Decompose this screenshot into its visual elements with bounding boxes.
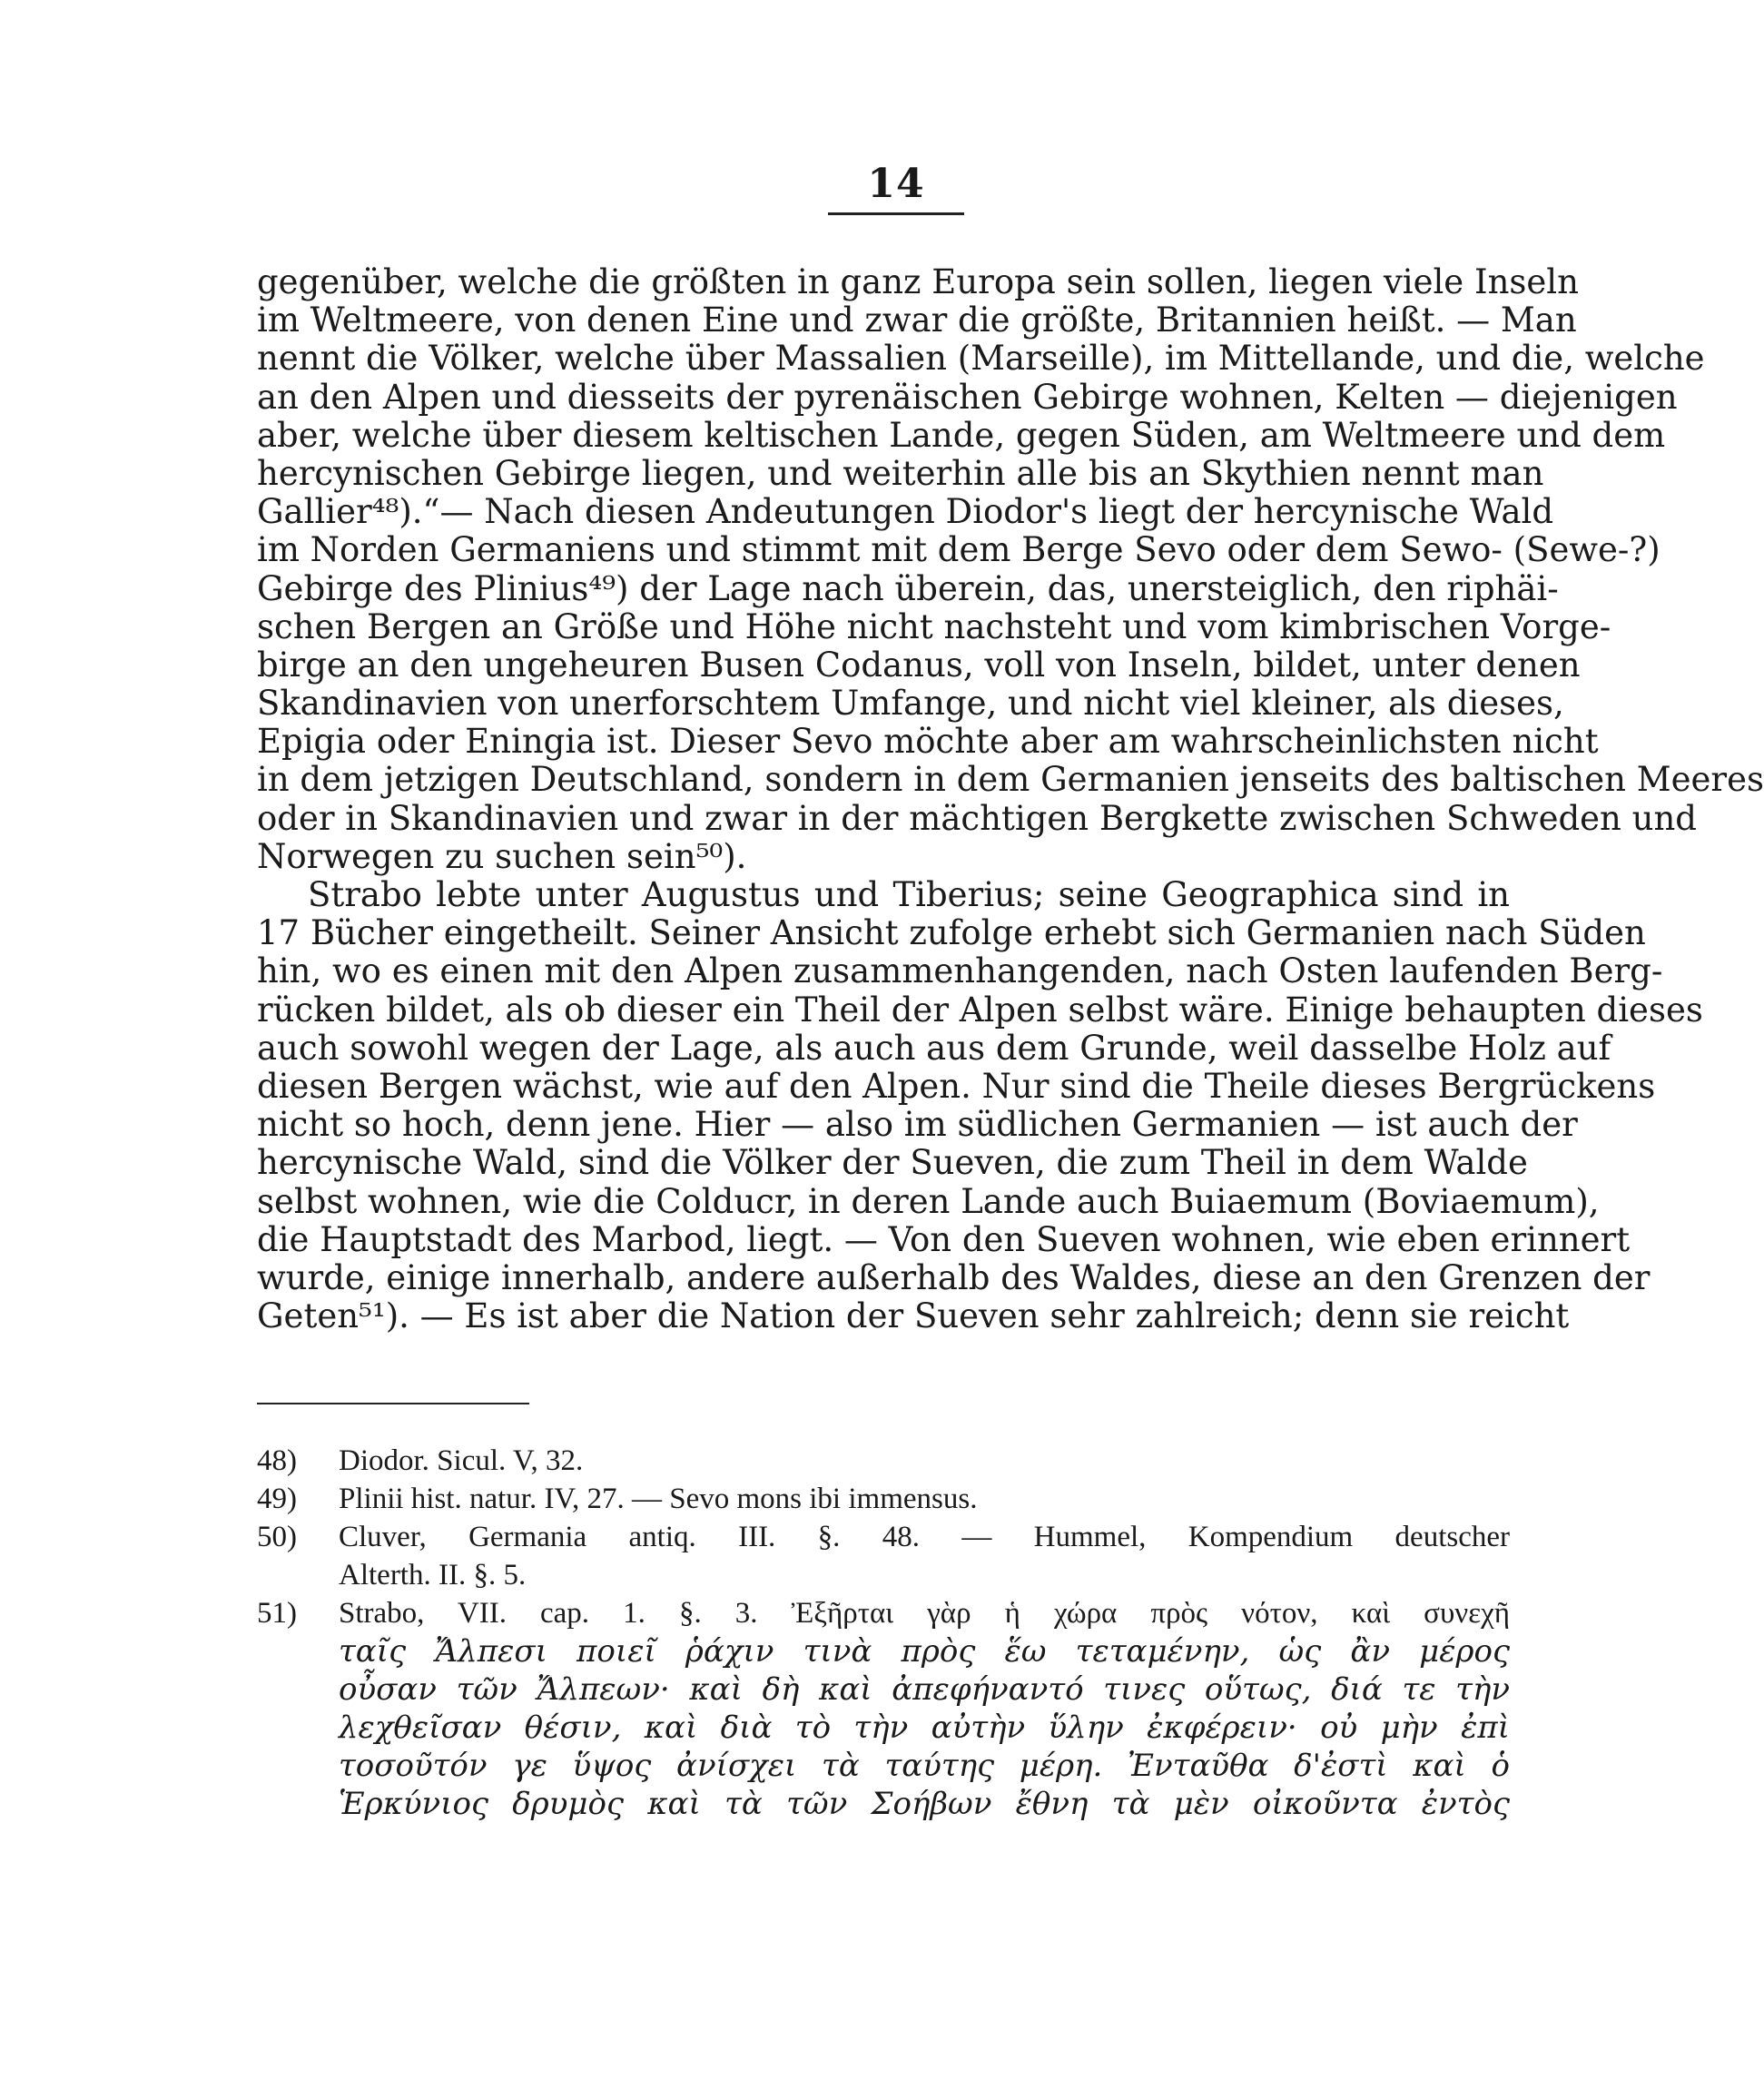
footnote-text: Strabo, VII. cap. 1. §. 3. Ἐξῆρται γὰρ ἡ χώρα πρὸς νότον, καὶ συνεχῆ xyxy=(339,1597,1510,1630)
text-line: in dem jetzigen Deutschland, sondern in dem Germanien jenseits des baltischen Meeres xyxy=(257,760,1764,800)
text-line: Skandinavien von unerforschtem Umfange, und nicht viel kleiner, als dieses, xyxy=(257,684,1564,724)
text-line: hercynische Wald, sind die Völker der Sueven, die zum Theil in dem Walde xyxy=(257,1143,1528,1183)
footnote-text: Diodor. Sicul. V, 32. xyxy=(339,1444,584,1477)
text-line: die Hauptstadt des Marbod, liegt. — Von den Sueven wohnen, wie eben erinnert xyxy=(257,1219,1631,1259)
text-line: an den Alpen und diesseits der pyrenäischen Gebirge wohnen, Kelten — diejenigen xyxy=(257,377,1678,417)
text-line: 17 Bücher eingetheilt. Seiner Ansicht zufolge erhebt sich Germanien nach Süden xyxy=(257,913,1646,953)
footnote-text: Alterth. II. §. 5. xyxy=(339,1559,527,1591)
page-number: 14 xyxy=(867,161,925,207)
text-line: diesen Bergen wächst, wie auf den Alpen. Nur sind die Theile dieses Bergrückens xyxy=(257,1066,1656,1106)
text-line: Geten⁵¹). — Es ist aber die Nation der Sueven sehr zahlreich; denn sie reicht xyxy=(257,1296,1570,1336)
text-line: oder in Skandinavien und zwar in der mächtigen Bergkette zwischen Schweden und xyxy=(257,798,1697,838)
footnote-51 xyxy=(257,1594,1510,1823)
footnote-50 xyxy=(257,1518,1510,1594)
footnote-greek-text: ταῖς Ἄλπεσι ποιεῖ ῥάχιν τινὰ πρὸς ἕω τεταμένην, ὡς ἂν μέρος xyxy=(339,1633,1510,1670)
footnote-greek-text: οὖσαν τῶν Ἄλπεων· καὶ δὴ καὶ ἀπεφήναντό τινες οὕτως, διά τε τὴν xyxy=(339,1671,1510,1708)
footnote-greek-text: Ἑρκύνιος δρυμὸς καὶ τὰ τῶν Σοήβων ἔθνη τὰ μὲν οἰκοῦντα ἐντὸς xyxy=(339,1786,1510,1822)
text-line: birge an den ungeheuren Busen Codanus, voll von Inseln, bildet, unter denen xyxy=(257,645,1581,685)
text-line: wurde, einige innerhalb, andere außerhalb des Waldes, diese an den Grenzen der xyxy=(257,1257,1651,1297)
text-line: Strabo lebte unter Augustus und Tiberius; seine Geographica sind in xyxy=(308,875,1510,914)
text-line: Norwegen zu suchen sein⁵⁰). xyxy=(257,836,747,876)
footnote-greek-text: τοσοῦτόν γε ὕψος ἀνίσχει τὰ ταύτης μέρη. Ἐνταῦθα δ'ἐστὶ καὶ ὁ xyxy=(339,1748,1510,1784)
footnote-number: 48) xyxy=(257,1444,297,1477)
footnote-number: 49) xyxy=(257,1483,297,1515)
text-line: selbst wohnen, wie die Colducr, in deren Lande auch Buiaemum (Boviaemum), xyxy=(257,1181,1600,1221)
text-line: schen Bergen an Größe und Höhe nicht nachsteht und vom kimbrischen Vorge- xyxy=(257,606,1611,646)
main-text xyxy=(257,262,1764,1336)
text-line: hercynischen Gebirge liegen, und weiterhin alle bis an Skythien nennt man xyxy=(257,453,1544,493)
footnote-number: 51) xyxy=(257,1597,297,1630)
text-line: rücken bildet, als ob dieser ein Theil der Alpen selbst wäre. Einige behaupten dieses xyxy=(257,990,1703,1030)
text-line: hin, wo es einen mit den Alpen zusammenhangenden, nach Osten laufenden Berg- xyxy=(257,951,1663,991)
footnote-text: Cluver, Germania antiq. III. §. 48. — Hummel, Kompendium deutscher xyxy=(339,1521,1510,1553)
text-line: auch sowohl wegen der Lage, als auch aus dem Grunde, weil dasselbe Holz auf xyxy=(257,1028,1611,1068)
footnote-greek-text: λεχθεῖσαν θέσιν, καὶ διὰ τὸ τὴν αὐτὴν ὕλην ἐκφέρειν· οὐ μὴν ἐπὶ xyxy=(339,1710,1510,1746)
text-line: Gebirge des Plinius⁴⁹) der Lage nach überein, das, unersteiglich, den riphäi- xyxy=(257,568,1559,608)
text-line: Gallier⁴⁸).“— Nach diesen Andeutungen Diodor's liegt der hercynische Wald xyxy=(257,492,1554,532)
text-line: Epigia oder Eningia ist. Dieser Sevo möchte aber am wahrscheinlichsten nicht xyxy=(257,722,1599,762)
footnote-separator xyxy=(257,1403,529,1404)
footnote-49 xyxy=(257,1480,1510,1518)
text-line: gegenüber, welche die größten in ganz Europa sein sollen, liegen viele Inseln xyxy=(257,262,1579,301)
footnote-text: Plinii hist. natur. IV, 27. — Sevo mons ibi immensus. xyxy=(339,1483,978,1515)
footnote-48 xyxy=(257,1442,1510,1480)
text-line: im Norden Germaniens und stimmt mit dem Berge Sevo oder dem Sewo- (Sewe-?) xyxy=(257,530,1661,570)
footnotes xyxy=(257,1442,1510,1823)
text-line: im Weltmeere, von denen Eine und zwar die größte, Britannien heißt. — Man xyxy=(257,301,1577,340)
text-line: nicht so hoch, denn jene. Hier — also im südlichen Germanien — ist auch der xyxy=(257,1105,1578,1145)
footnote-number: 50) xyxy=(257,1521,297,1553)
text-line: aber, welche über diesem keltischen Lande, gegen Süden, am Weltmeere und dem xyxy=(257,415,1666,455)
page-number-rule xyxy=(828,212,964,215)
text-line: nennt die Völker, welche über Massalien (Marseille), im Mittellande, und die, welche xyxy=(257,339,1705,379)
